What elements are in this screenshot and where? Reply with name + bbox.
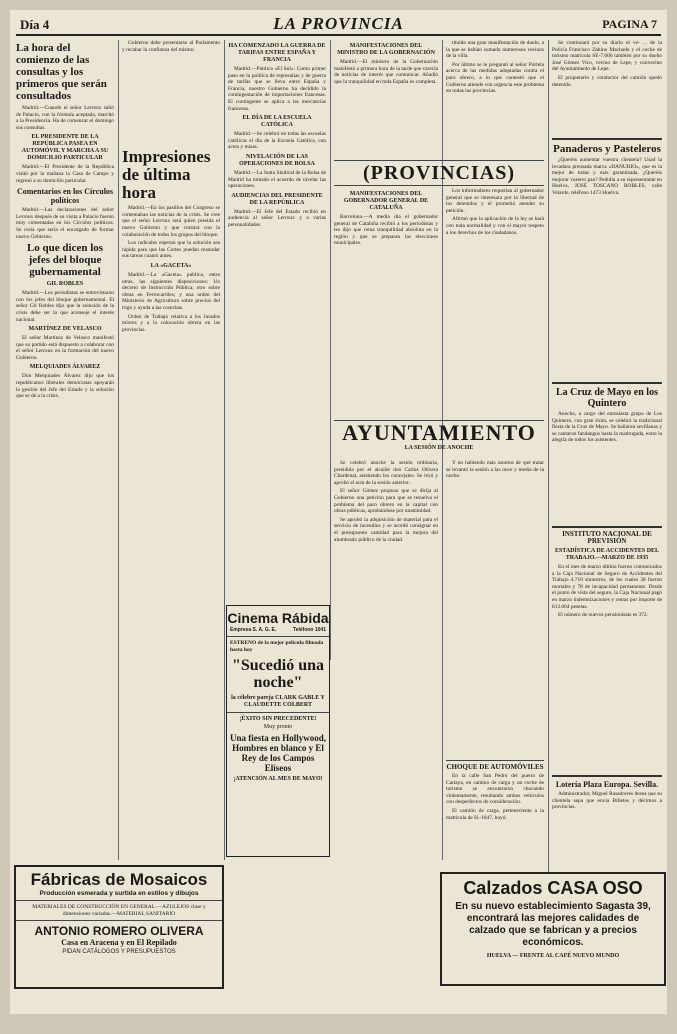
cruz-article	[552, 382, 662, 524]
film-stars: la célebre pareja CLARK GABLE Y CLAUDETTE COLBERT	[231, 695, 325, 708]
section-name: MELQUIADES ÁLVAREZ	[29, 364, 101, 371]
article-subhead: ESTADÍSTICA DE ACCIDENTES DEL TRABAJO.—MARZO DE 1935	[554, 548, 660, 561]
article-text: En la calle San Pedro del puerto de Cartaya, en camino de carga y un coche de turismo se encontraron chocando violentamente, resultando ambos vehículos con desperfectos de consideración.	[446, 773, 544, 806]
ad-title: Lotería Plaza Europa. Sevilla.	[555, 780, 659, 789]
ad-title: Calzados CASA OSO	[463, 878, 643, 898]
upcoming-films: Una fiesta en Hollywood, Hombres en blanco y El Rey de los Campos Elíseos	[230, 733, 327, 773]
article-text: El camión de carga, perteneciente a la matrícula de H.-1847, huyó.	[446, 807, 544, 821]
article-text: Madrid.—Se celebró en todas las escuelas católicas el día de la Escuela Católica, con actos y misas.	[228, 131, 326, 151]
instituto-article	[552, 526, 662, 773]
article-text: El número de nuevos pensionistas es 372.	[558, 612, 648, 619]
cinema-soon: Muy pronto	[263, 724, 293, 730]
cinema-phone: Teléfono 1041	[293, 627, 326, 633]
choque-article	[446, 760, 544, 861]
article-text: Gobierno debe presentarse al Parlamento y recabar la confianza del mismo.	[122, 40, 220, 53]
column-4	[334, 40, 438, 170]
column-rule	[224, 40, 225, 860]
cinema-ad	[226, 605, 330, 857]
calzados-ad	[440, 872, 666, 986]
article-text: Y no habiendo más asuntos de qué tratar se levantó la sesión a las once y media de la noche.	[446, 460, 544, 480]
article-text: Madrid.—La Junta Sindical de la Bolsa de Madrid ha tomado el acuerdo de nivelar las operaciones.	[228, 169, 326, 190]
article-text: Barcelona.—A media día el gobernador general de Cataluña recibió a los periodistas y les dijo que reina tranquilidad absoluta en la región y que se preparan las elecciones municipales.	[334, 214, 438, 247]
article-text: Madrid.—Los periodistas se entrevistaron con los jefes del bloque gubernamental. El señor Gil Robles dijo que la solución de la crisis debe ser la que aconseje el interés nacional.	[16, 290, 114, 323]
article-subhead: LA «GACETA»	[150, 262, 192, 269]
page-header	[16, 16, 661, 36]
column-5	[446, 40, 544, 160]
article-text: El señor Gómez propuso que se dirija al Gobierno una petición para que se resuelva el problema del paro obrero en la capital con obras públicas, aprobándose por unanimidad.	[334, 488, 438, 515]
ad-line: Producción esmerada y surtida en estilos y dibujos	[39, 890, 199, 897]
ad-title: Fábricas de Mosaicos	[30, 870, 208, 889]
article-text: tituido una gran manifestación de duelo, a la que se habían sumado numerosos vecinos de la villa.	[446, 40, 544, 60]
column-rule	[330, 40, 331, 660]
article-text: Madrid.—Publica «El Sol»: Como primer paso en la política de represalias y de guerra de tarifas que se lleva entre España y Francia, nuestro Gobierno ha decidido la contingentación de importaciones francesas. El contingente se aplica a las mercancías francesas.	[228, 66, 326, 112]
article-headline: MANIFESTACIONES DEL GOBERNADOR GENERAL DE CATALUÑA	[343, 191, 429, 211]
article-text: Madrid.—El Presidente de la República visitó por la mañana la Casa de Campo y regresó a su domicilio particular.	[16, 164, 114, 184]
ad-footer: PIDAN CATÁLOGOS Y PRESUPUESTOS	[62, 949, 176, 955]
article-text: Madrid.—El ministro de la Gobernación manifestó a primera hora de la tarde que carecía de noticias de interés que comunicar. Añadió que la tranquilidad en toda España es completa.	[334, 59, 438, 85]
article-headline: Impresiones de última hora	[122, 147, 211, 203]
section-subtitle: LA SESIÓN DE ANOCHE	[404, 445, 474, 451]
article-subhead: NIVELACIÓN DE LAS OPERACIONES DE BOLSA	[239, 153, 315, 167]
article-text: Los radicales esperan que la solución sea rápida para que las Cortes puedan reanudar sus tareas cuanto antes.	[122, 240, 220, 260]
ad-name: ANTONIO ROMERO OLIVERA	[34, 924, 204, 938]
article-subhead: EL PRESIDENTE DE LA REPÚBLICA PASEA EN AUTOMÓVIL Y MARCHA A SU DOMICILIO PARTICULAR	[21, 134, 109, 162]
column-7	[552, 40, 662, 135]
article-subhead: EL DÍA DE LA ESCUELA CATÓLICA	[242, 115, 312, 129]
article-text: Se continuará por su diario el ve- ... de la Policía Francisco Zahíno Machado y el coche de turismo matrícula SE-7.606 también por su dueño José Gómez Vico, vecino de Lepe, y convecino del Ayuntamiento de Lepe.	[552, 40, 662, 73]
ad-footer: HUELVA — FRENTE AL CAFÉ NUEVO MUNDO	[486, 953, 620, 959]
article-text: Por último se le preguntó al señor Portela acerca de las medidas adoptadas contra el paro obrero, a lo que contestó que el Gobierno atiende con urgencia este problema en todas las provincias.	[446, 61, 544, 95]
column-3	[228, 40, 326, 600]
page-number: PAGINA 7	[602, 17, 657, 31]
article-text: Madrid.—El Jefe del Estado recibió en audiencia al señor Lerroux y a varias personalidades.	[228, 208, 326, 228]
article-headline: Panaderos y Pasteleros	[553, 143, 661, 155]
article-subhead: Comentarios en los Círculos políticos	[16, 187, 114, 206]
article-text: Se aprobó la adquisición de material para el servicio de incendios y se acordó consignar en el presupuesto cantidad para la mejora del alumbrado público de la ciudad.	[334, 516, 438, 543]
masthead: LA PROVINCIA	[273, 14, 404, 33]
article-text: El propietario y conductor del camión quedó detenido.	[552, 74, 662, 88]
article-text: Afirmó que la aplicación de la ley se hará con toda normalidad y con el mayor respeto a los derechos de los ciudadanos.	[446, 216, 544, 236]
article-headline: HA COMENZADO LA GUERRA DE TARIFAS ENTRE ESPAÑA Y FRANCIA	[228, 43, 326, 63]
panaderos-article	[552, 138, 662, 380]
page-day: Día 4	[20, 17, 50, 32]
ad-address: Casa en Aracena y en El Repilado	[61, 938, 177, 947]
cinema-info	[227, 627, 329, 633]
mosaicos-ad	[14, 865, 224, 989]
article-subhead: AUDIENCIAS DEL PRESIDENTE DE LA REPÚBLICA	[231, 192, 323, 206]
ayuntamiento-header	[334, 420, 544, 457]
newspaper-page	[10, 10, 667, 1014]
section-name: GIL ROBLES	[46, 281, 84, 288]
article-text: Anoche, a cargo del entusiasta grupo de Los Quintero, con gran éxito, se celebró la tradicional fiesta de la Cruz de Mayo. Se bailaron sevillanas y se cantaron fandangos hasta la madrugada, entre la alegría de todos los asistentes.	[552, 411, 662, 444]
cinema-tagline: ¡ATENCIÓN AL MES DE MAYO!	[233, 776, 323, 782]
article-text: Madrid.—En los pasillos del Congreso se comentaban las noticias de la crisis. Se cree que el señor Lerroux será quien presida el nuevo Gobierno y que contará con la colaboración de todos los grupos del bloque.	[122, 205, 220, 238]
article-headline: La hora del comienzo de las consultas y los primeros que serán consultados	[16, 42, 107, 102]
provincias-banner	[334, 160, 544, 186]
section-title: (PROVINCIAS)	[363, 162, 515, 184]
provincias-left	[334, 188, 438, 416]
film-title: "Sucedió una noche"	[231, 657, 325, 691]
article-headline: MANIFESTACIONES DEL MINISTRO DE LA GOBERNACIÓN	[337, 43, 435, 56]
article-text: Madrid.—Cuando el señor Lerroux salió de Palacio, con la fórmula aceptada, marchó a la Presidencia. Ha de comenzar el domingo sus consultas.	[16, 105, 114, 131]
article-text: Madrid.—La «Gaceta» publica, entre otras, las siguientes disposiciones: Un decreto de Instrucción Pública; otro sobre obras en Ferrocarriles; y una orden del Ministerio de Agricultura sobre precios del trigo y ayuda a las cosechas.	[122, 271, 220, 311]
article-text: ¿Queréis aumentar vuestra clientela? Usad la levadura prensada marca «DANUBIO», que es la mejor de todas y más garantizada. ¿Queréis mejorar vuestro pan? Pedidla a su representante en Huelva, JOSÉ TOSCANO ROBLES, calle Velarde, teléfono 1473 Huelva.	[552, 157, 662, 196]
loteria-ad	[552, 775, 662, 867]
article-headline: CHOQUE DE AUTOMÓVILES	[446, 763, 544, 771]
ad-line: MATERIALES DE CONSTRUCCIÓN EN GENERAL.—AZULEJOS clase y dimensiones variadas.—MATERIAL SANITARIO	[32, 904, 206, 917]
article-text: Madrid.—Las declaraciones del señor Lerroux después de su visita a Palacio fueron muy comentadas en los Círculos políticos. Se creía que sería el encargado de formar nuevo Gobierno.	[16, 207, 114, 240]
cinema-note: ESTRENO de la mejor película filmada hasta hoy	[230, 640, 324, 653]
section-name: MARTÍNEZ DE VELASCO	[28, 326, 102, 333]
article-headline: Lo que dicen los jefes del bloque gubernamental	[26, 242, 104, 279]
column-1	[16, 40, 114, 860]
provincias-right	[446, 188, 544, 416]
cinema-title: Cinema Rábida	[227, 610, 329, 626]
article-text: Se celebró anoche la sesión ordinaria, presidida por el alcalde don Carlos Olivera Chardenal, asistiendo los concejales. Se leyó y aprobó el acta de la sesión anterior.	[334, 460, 438, 486]
ad-text: Administrador, Miguel Rasadorres desea que su clientela sepa que envía Billetes y décimos a provincias.	[552, 791, 662, 811]
cinema-company: Empresa S. A. G. E.	[230, 627, 277, 633]
article-text: Don Melquiades Álvarez dijo que los republicanos liberales demócratas apoyarán la gestión del Jefe del Estado y la solución que se dé a la crisis.	[16, 373, 114, 400]
column-2	[122, 40, 220, 860]
article-text: En el mes de marzo último fueron comunicados a la Caja Nacional de Seguro de Accidentes del Trabajo 4.710 siniestros, de los cuales 38 fueron mortales y 78 de incapacidad permanente. Desde el punto de vista del seguro, la Caja Nacional pagó en marzo indemnizaciones y rentas por importe de 813.604 pesetas.	[552, 564, 662, 610]
ad-line: En su nuevo establecimiento Sagasta 39, encontrará las mejores calidades de calzado que se fabrican y a precios económicos.	[455, 901, 651, 948]
article-headline: La Cruz de Mayo en los Quintero	[556, 387, 658, 409]
column-rule	[118, 40, 119, 860]
article-text: Los informadores requerían al gobernador general que se interesara por la libertad de los detenidos y él prometió atender su petición.	[446, 188, 544, 214]
article-text: Orden de Trabajo relativa a los Jurados mixtos y a la colocación obrera en las provincias.	[122, 313, 220, 333]
cinema-promo: ¡ÉXITO SIN PRECEDENTE!	[239, 716, 317, 722]
ayuntamiento-left	[334, 460, 438, 860]
column-rule	[548, 40, 549, 890]
section-title: AYUNTAMIENTO	[342, 420, 536, 445]
article-text: El señor Martínez de Velasco manifestó que su partido está dispuesto a colaborar con el señor Lerroux en la formación del nuevo Gobierno.	[16, 335, 114, 361]
article-headline: INSTITUTO NACIONAL DE PREVISIÓN	[562, 530, 652, 545]
ayuntamiento-right	[446, 460, 544, 760]
